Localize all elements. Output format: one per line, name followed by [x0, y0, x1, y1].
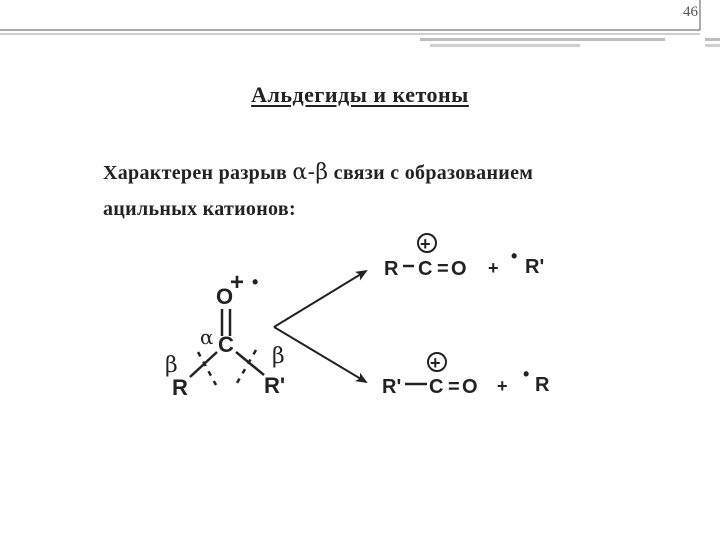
top-product-equals: =: [437, 258, 449, 280]
bottom-product-r: R': [382, 376, 402, 398]
body-line-2: ацильных катионов:: [103, 198, 296, 220]
beta-symbol: β: [315, 160, 329, 185]
arrow-lower: [274, 327, 366, 382]
bottom-product-plus: +: [497, 376, 508, 396]
bond-c-r-right: [236, 352, 264, 375]
reactant-oxygen: O: [216, 284, 234, 309]
reactant-beta-left: β: [165, 353, 178, 378]
page-number: 46: [683, 4, 698, 20]
top-product-r: R: [384, 258, 399, 280]
top-product-oxygen: O: [451, 258, 467, 280]
reactant-r-right: R': [264, 373, 286, 398]
bottom-charge-sign: +: [430, 353, 441, 373]
bottom-radical: R: [535, 374, 550, 396]
top-product-carbon: C: [418, 258, 433, 280]
reactant-r-left: R: [172, 375, 188, 400]
reactant-alpha: α: [200, 325, 214, 349]
alpha-symbol: α: [292, 160, 308, 185]
top-radical: R': [525, 256, 545, 278]
reactant-beta-right: β: [272, 344, 285, 369]
body-line-1-post: связи с образованием: [328, 162, 534, 184]
reactant-plus: +: [230, 269, 245, 296]
dash-symbol: -: [307, 160, 316, 185]
bottom-product-oxygen: O: [462, 376, 478, 398]
slide-title-text: Альдегиды и кетоны: [251, 82, 469, 107]
arrow-upper: [274, 271, 366, 327]
bottom-radical-dot: •: [523, 364, 530, 384]
top-product-plus: +: [488, 258, 499, 278]
bottom-product-equals: =: [448, 376, 460, 398]
top-radical-dot: •: [511, 246, 518, 266]
reactant-radical-dot: •: [252, 272, 259, 292]
bottom-product-carbon: C: [429, 376, 444, 398]
top-charge-sign: +: [420, 234, 431, 254]
body-line-1-pre: Характерен разрыв: [103, 162, 293, 184]
reactant-carbon: C: [218, 332, 234, 357]
